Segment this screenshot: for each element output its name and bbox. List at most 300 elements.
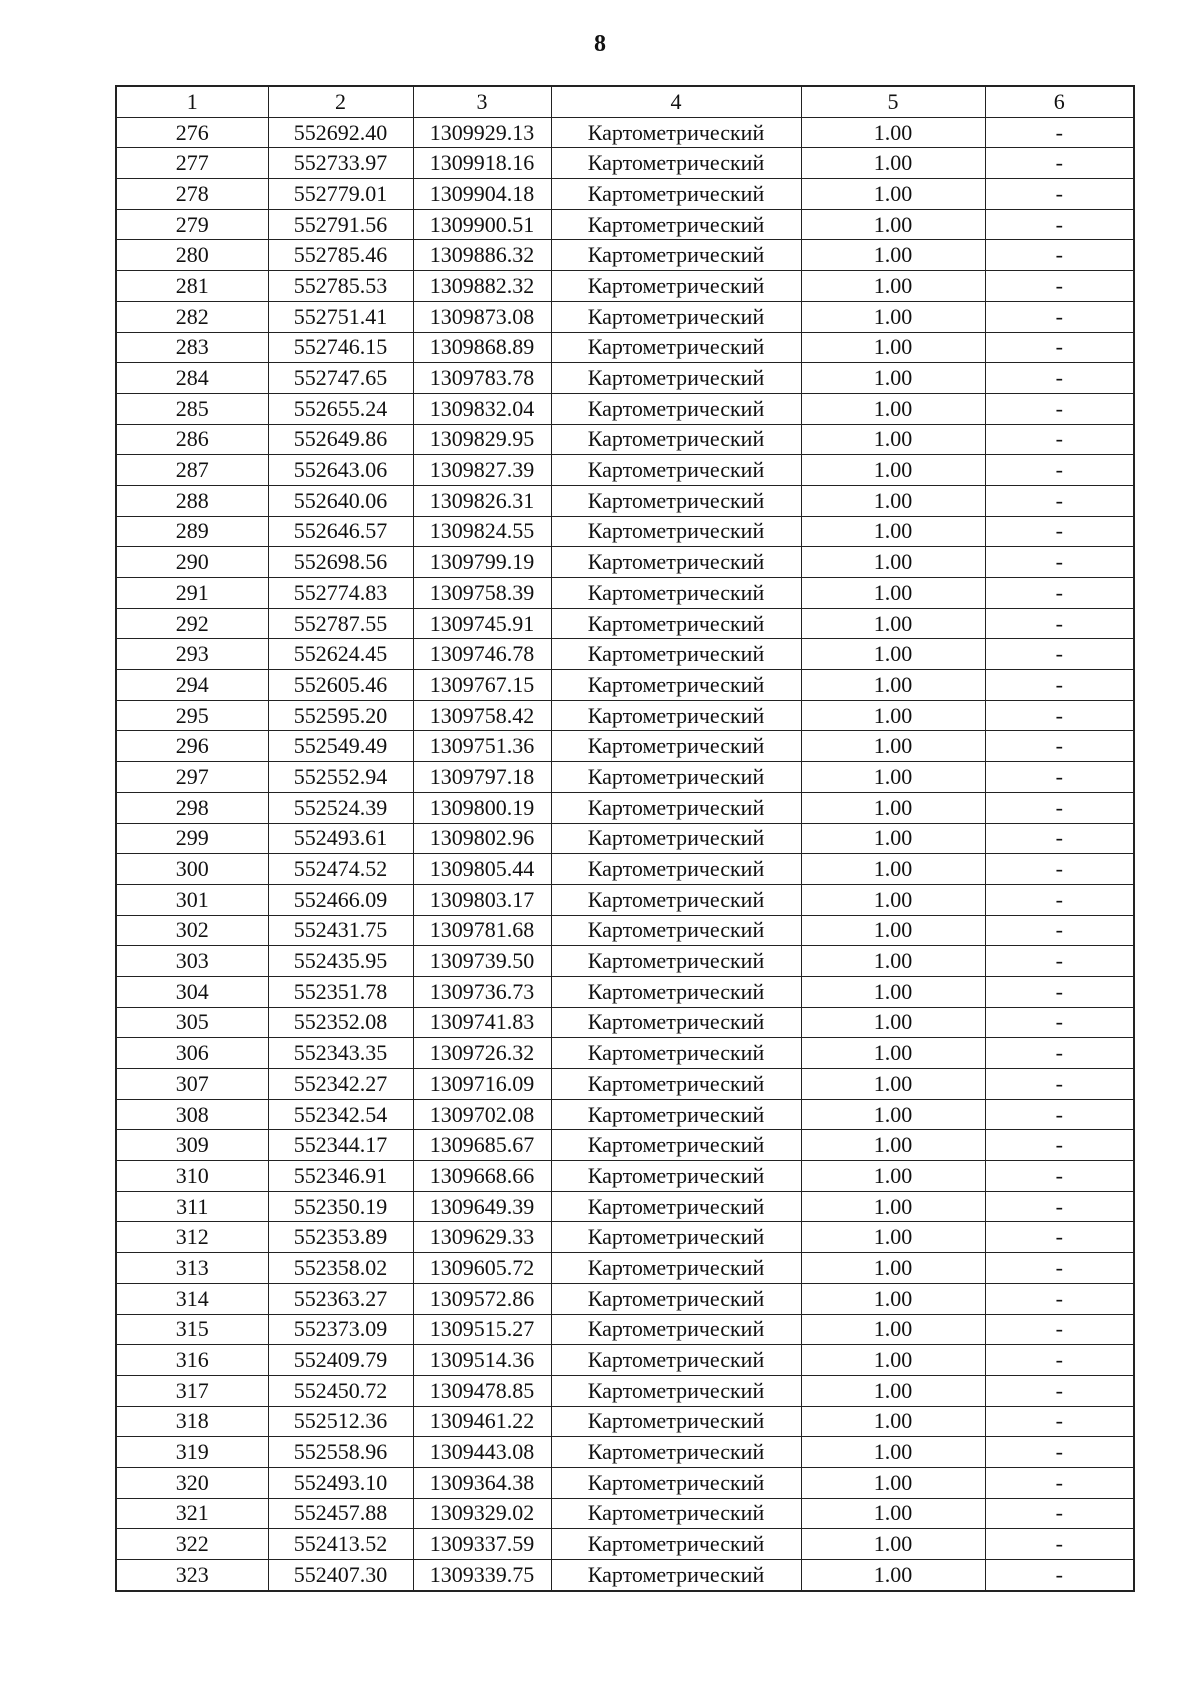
x-coordinate-cell: 552747.65 xyxy=(268,363,413,394)
column-header: 3 xyxy=(413,86,551,117)
y-coordinate-cell: 1309443.08 xyxy=(413,1437,551,1468)
x-coordinate-cell: 552431.75 xyxy=(268,915,413,946)
description-cell: - xyxy=(985,1375,1134,1406)
table-row xyxy=(116,455,1134,486)
method-cell: Картометрический xyxy=(551,271,801,302)
accuracy-cell: 1.00 xyxy=(801,117,985,148)
column-header: 1 xyxy=(116,86,268,117)
point-number-cell: 321 xyxy=(116,1498,268,1529)
x-coordinate-cell: 552552.94 xyxy=(268,762,413,793)
y-coordinate-cell: 1309716.09 xyxy=(413,1069,551,1100)
x-coordinate-cell: 552409.79 xyxy=(268,1345,413,1376)
y-coordinate-cell: 1309751.36 xyxy=(413,731,551,762)
point-number-cell: 320 xyxy=(116,1467,268,1498)
table-row xyxy=(116,1560,1134,1591)
x-coordinate-cell: 552352.08 xyxy=(268,1007,413,1038)
method-cell: Картометрический xyxy=(551,1253,801,1284)
point-number-cell: 319 xyxy=(116,1437,268,1468)
description-cell: - xyxy=(985,1437,1134,1468)
description-cell: - xyxy=(985,1314,1134,1345)
table-row xyxy=(116,1437,1134,1468)
table-row xyxy=(116,1191,1134,1222)
description-cell: - xyxy=(985,1406,1134,1437)
description-cell: - xyxy=(985,1161,1134,1192)
y-coordinate-cell: 1309767.15 xyxy=(413,670,551,701)
x-coordinate-cell: 552343.35 xyxy=(268,1038,413,1069)
table-row xyxy=(116,485,1134,516)
description-cell: - xyxy=(985,148,1134,179)
table-row xyxy=(116,762,1134,793)
description-cell: - xyxy=(985,578,1134,609)
y-coordinate-cell: 1309758.39 xyxy=(413,578,551,609)
x-coordinate-cell: 552655.24 xyxy=(268,393,413,424)
description-cell: - xyxy=(985,179,1134,210)
table-row xyxy=(116,117,1134,148)
y-coordinate-cell: 1309758.42 xyxy=(413,700,551,731)
method-cell: Картометрический xyxy=(551,1529,801,1560)
page-number: 8 xyxy=(594,31,606,57)
point-number-cell: 294 xyxy=(116,670,268,701)
table-row xyxy=(116,1345,1134,1376)
table-row xyxy=(116,424,1134,455)
table-row xyxy=(116,639,1134,670)
method-cell: Картометрический xyxy=(551,700,801,731)
y-coordinate-cell: 1309827.39 xyxy=(413,455,551,486)
x-coordinate-cell: 552350.19 xyxy=(268,1191,413,1222)
table-row xyxy=(116,792,1134,823)
x-coordinate-cell: 552779.01 xyxy=(268,179,413,210)
y-coordinate-cell: 1309337.59 xyxy=(413,1529,551,1560)
x-coordinate-cell: 552512.36 xyxy=(268,1406,413,1437)
description-cell: - xyxy=(985,209,1134,240)
y-coordinate-cell: 1309918.16 xyxy=(413,148,551,179)
y-coordinate-cell: 1309515.27 xyxy=(413,1314,551,1345)
description-cell: - xyxy=(985,1038,1134,1069)
method-cell: Картометрический xyxy=(551,1130,801,1161)
y-coordinate-cell: 1309629.33 xyxy=(413,1222,551,1253)
description-cell: - xyxy=(985,1191,1134,1222)
accuracy-cell: 1.00 xyxy=(801,485,985,516)
point-number-cell: 306 xyxy=(116,1038,268,1069)
y-coordinate-cell: 1309868.89 xyxy=(413,332,551,363)
point-number-cell: 288 xyxy=(116,485,268,516)
description-cell: - xyxy=(985,762,1134,793)
accuracy-cell: 1.00 xyxy=(801,1283,985,1314)
method-cell: Картометрический xyxy=(551,424,801,455)
x-coordinate-cell: 552698.56 xyxy=(268,547,413,578)
method-cell: Картометрический xyxy=(551,148,801,179)
table-row xyxy=(116,301,1134,332)
y-coordinate-cell: 1309745.91 xyxy=(413,608,551,639)
description-cell: - xyxy=(985,547,1134,578)
accuracy-cell: 1.00 xyxy=(801,823,985,854)
method-cell: Картометрический xyxy=(551,792,801,823)
point-number-cell: 278 xyxy=(116,179,268,210)
method-cell: Картометрический xyxy=(551,455,801,486)
description-cell: - xyxy=(985,240,1134,271)
x-coordinate-cell: 552363.27 xyxy=(268,1283,413,1314)
method-cell: Картометрический xyxy=(551,1406,801,1437)
y-coordinate-cell: 1309461.22 xyxy=(413,1406,551,1437)
point-number-cell: 301 xyxy=(116,884,268,915)
method-cell: Картометрический xyxy=(551,608,801,639)
point-number-cell: 276 xyxy=(116,117,268,148)
method-cell: Картометрический xyxy=(551,1191,801,1222)
table-row xyxy=(116,1069,1134,1100)
table-row xyxy=(116,1253,1134,1284)
method-cell: Картометрический xyxy=(551,1069,801,1100)
description-cell: - xyxy=(985,1130,1134,1161)
x-coordinate-cell: 552413.52 xyxy=(268,1529,413,1560)
method-cell: Картометрический xyxy=(551,332,801,363)
description-cell: - xyxy=(985,670,1134,701)
accuracy-cell: 1.00 xyxy=(801,424,985,455)
method-cell: Картометрический xyxy=(551,946,801,977)
accuracy-cell: 1.00 xyxy=(801,240,985,271)
y-coordinate-cell: 1309339.75 xyxy=(413,1560,551,1591)
x-coordinate-cell: 552785.53 xyxy=(268,271,413,302)
table-row xyxy=(116,854,1134,885)
method-cell: Картометрический xyxy=(551,884,801,915)
description-cell: - xyxy=(985,271,1134,302)
accuracy-cell: 1.00 xyxy=(801,884,985,915)
accuracy-cell: 1.00 xyxy=(801,792,985,823)
x-coordinate-cell: 552692.40 xyxy=(268,117,413,148)
method-cell: Картометрический xyxy=(551,915,801,946)
column-header: 6 xyxy=(985,86,1134,117)
table-row xyxy=(116,884,1134,915)
x-coordinate-cell: 552373.09 xyxy=(268,1314,413,1345)
x-coordinate-cell: 552751.41 xyxy=(268,301,413,332)
table-row xyxy=(116,240,1134,271)
point-number-cell: 297 xyxy=(116,762,268,793)
accuracy-cell: 1.00 xyxy=(801,209,985,240)
point-number-cell: 293 xyxy=(116,639,268,670)
table-row xyxy=(116,1161,1134,1192)
description-cell: - xyxy=(985,393,1134,424)
y-coordinate-cell: 1309797.18 xyxy=(413,762,551,793)
accuracy-cell: 1.00 xyxy=(801,393,985,424)
x-coordinate-cell: 552351.78 xyxy=(268,976,413,1007)
method-cell: Картометрический xyxy=(551,976,801,1007)
y-coordinate-cell: 1309826.31 xyxy=(413,485,551,516)
accuracy-cell: 1.00 xyxy=(801,301,985,332)
table-row xyxy=(116,1375,1134,1406)
x-coordinate-cell: 552787.55 xyxy=(268,608,413,639)
point-number-cell: 317 xyxy=(116,1375,268,1406)
x-coordinate-cell: 552640.06 xyxy=(268,485,413,516)
y-coordinate-cell: 1309824.55 xyxy=(413,516,551,547)
description-cell: - xyxy=(985,332,1134,363)
table-row xyxy=(116,1099,1134,1130)
table-row xyxy=(116,731,1134,762)
method-cell: Картометрический xyxy=(551,301,801,332)
method-cell: Картометрический xyxy=(551,240,801,271)
x-coordinate-cell: 552493.61 xyxy=(268,823,413,854)
method-cell: Картометрический xyxy=(551,516,801,547)
point-number-cell: 286 xyxy=(116,424,268,455)
description-cell: - xyxy=(985,455,1134,486)
description-cell: - xyxy=(985,1467,1134,1498)
point-number-cell: 290 xyxy=(116,547,268,578)
table-row xyxy=(116,1406,1134,1437)
description-cell: - xyxy=(985,1069,1134,1100)
description-cell: - xyxy=(985,700,1134,731)
accuracy-cell: 1.00 xyxy=(801,976,985,1007)
y-coordinate-cell: 1309803.17 xyxy=(413,884,551,915)
accuracy-cell: 1.00 xyxy=(801,762,985,793)
accuracy-cell: 1.00 xyxy=(801,1314,985,1345)
method-cell: Картометрический xyxy=(551,393,801,424)
point-number-cell: 305 xyxy=(116,1007,268,1038)
method-cell: Картометрический xyxy=(551,363,801,394)
y-coordinate-cell: 1309900.51 xyxy=(413,209,551,240)
table-row xyxy=(116,393,1134,424)
point-number-cell: 309 xyxy=(116,1130,268,1161)
accuracy-cell: 1.00 xyxy=(801,547,985,578)
accuracy-cell: 1.00 xyxy=(801,1437,985,1468)
accuracy-cell: 1.00 xyxy=(801,854,985,885)
point-number-cell: 277 xyxy=(116,148,268,179)
point-number-cell: 283 xyxy=(116,332,268,363)
method-cell: Картометрический xyxy=(551,117,801,148)
table-row xyxy=(116,547,1134,578)
table-row xyxy=(116,915,1134,946)
x-coordinate-cell: 552450.72 xyxy=(268,1375,413,1406)
table-row xyxy=(116,332,1134,363)
point-number-cell: 307 xyxy=(116,1069,268,1100)
method-cell: Картометрический xyxy=(551,578,801,609)
x-coordinate-cell: 552774.83 xyxy=(268,578,413,609)
accuracy-cell: 1.00 xyxy=(801,1007,985,1038)
description-cell: - xyxy=(985,485,1134,516)
method-cell: Картометрический xyxy=(551,1283,801,1314)
x-coordinate-cell: 552407.30 xyxy=(268,1560,413,1591)
table-row xyxy=(116,700,1134,731)
accuracy-cell: 1.00 xyxy=(801,1498,985,1529)
table-row xyxy=(116,1467,1134,1498)
point-number-cell: 310 xyxy=(116,1161,268,1192)
accuracy-cell: 1.00 xyxy=(801,1345,985,1376)
table-row xyxy=(116,578,1134,609)
method-cell: Картометрический xyxy=(551,762,801,793)
point-number-cell: 280 xyxy=(116,240,268,271)
x-coordinate-cell: 552457.88 xyxy=(268,1498,413,1529)
accuracy-cell: 1.00 xyxy=(801,179,985,210)
x-coordinate-cell: 552474.52 xyxy=(268,854,413,885)
accuracy-cell: 1.00 xyxy=(801,1069,985,1100)
y-coordinate-cell: 1309783.78 xyxy=(413,363,551,394)
column-header: 5 xyxy=(801,86,985,117)
y-coordinate-cell: 1309605.72 xyxy=(413,1253,551,1284)
accuracy-cell: 1.00 xyxy=(801,1467,985,1498)
accuracy-cell: 1.00 xyxy=(801,578,985,609)
point-number-cell: 296 xyxy=(116,731,268,762)
accuracy-cell: 1.00 xyxy=(801,639,985,670)
y-coordinate-cell: 1309736.73 xyxy=(413,976,551,1007)
method-cell: Картометрический xyxy=(551,1437,801,1468)
accuracy-cell: 1.00 xyxy=(801,363,985,394)
y-coordinate-cell: 1309329.02 xyxy=(413,1498,551,1529)
description-cell: - xyxy=(985,301,1134,332)
point-number-cell: 281 xyxy=(116,271,268,302)
y-coordinate-cell: 1309799.19 xyxy=(413,547,551,578)
table-row xyxy=(116,823,1134,854)
column-header: 4 xyxy=(551,86,801,117)
description-cell: - xyxy=(985,854,1134,885)
y-coordinate-cell: 1309882.32 xyxy=(413,271,551,302)
y-coordinate-cell: 1309668.66 xyxy=(413,1161,551,1192)
table-row xyxy=(116,946,1134,977)
table-row xyxy=(116,976,1134,1007)
point-number-cell: 285 xyxy=(116,393,268,424)
accuracy-cell: 1.00 xyxy=(801,455,985,486)
y-coordinate-cell: 1309800.19 xyxy=(413,792,551,823)
point-number-cell: 289 xyxy=(116,516,268,547)
y-coordinate-cell: 1309685.67 xyxy=(413,1130,551,1161)
column-header: 2 xyxy=(268,86,413,117)
accuracy-cell: 1.00 xyxy=(801,1560,985,1591)
method-cell: Картометрический xyxy=(551,1007,801,1038)
x-coordinate-cell: 552493.10 xyxy=(268,1467,413,1498)
method-cell: Картометрический xyxy=(551,1467,801,1498)
y-coordinate-cell: 1309726.32 xyxy=(413,1038,551,1069)
x-coordinate-cell: 552342.54 xyxy=(268,1099,413,1130)
method-cell: Картометрический xyxy=(551,485,801,516)
method-cell: Картометрический xyxy=(551,1560,801,1591)
table-row xyxy=(116,670,1134,701)
accuracy-cell: 1.00 xyxy=(801,915,985,946)
table-row xyxy=(116,1130,1134,1161)
table-row xyxy=(116,1038,1134,1069)
accuracy-cell: 1.00 xyxy=(801,1406,985,1437)
point-number-cell: 311 xyxy=(116,1191,268,1222)
x-coordinate-cell: 552344.17 xyxy=(268,1130,413,1161)
point-number-cell: 287 xyxy=(116,455,268,486)
x-coordinate-cell: 552346.91 xyxy=(268,1161,413,1192)
description-cell: - xyxy=(985,915,1134,946)
point-number-cell: 279 xyxy=(116,209,268,240)
description-cell: - xyxy=(985,731,1134,762)
method-cell: Картометрический xyxy=(551,547,801,578)
y-coordinate-cell: 1309572.86 xyxy=(413,1283,551,1314)
table-row xyxy=(116,209,1134,240)
accuracy-cell: 1.00 xyxy=(801,1099,985,1130)
method-cell: Картометрический xyxy=(551,670,801,701)
y-coordinate-cell: 1309904.18 xyxy=(413,179,551,210)
accuracy-cell: 1.00 xyxy=(801,1191,985,1222)
point-number-cell: 300 xyxy=(116,854,268,885)
description-cell: - xyxy=(985,608,1134,639)
x-coordinate-cell: 552595.20 xyxy=(268,700,413,731)
y-coordinate-cell: 1309739.50 xyxy=(413,946,551,977)
description-cell: - xyxy=(985,639,1134,670)
x-coordinate-cell: 552624.45 xyxy=(268,639,413,670)
table-row xyxy=(116,516,1134,547)
accuracy-cell: 1.00 xyxy=(801,946,985,977)
y-coordinate-cell: 1309873.08 xyxy=(413,301,551,332)
description-cell: - xyxy=(985,1099,1134,1130)
description-cell: - xyxy=(985,976,1134,1007)
y-coordinate-cell: 1309805.44 xyxy=(413,854,551,885)
description-cell: - xyxy=(985,946,1134,977)
description-cell: - xyxy=(985,516,1134,547)
accuracy-cell: 1.00 xyxy=(801,608,985,639)
y-coordinate-cell: 1309746.78 xyxy=(413,639,551,670)
description-cell: - xyxy=(985,1007,1134,1038)
method-cell: Картометрический xyxy=(551,854,801,885)
method-cell: Картометрический xyxy=(551,1038,801,1069)
x-coordinate-cell: 552643.06 xyxy=(268,455,413,486)
table-row xyxy=(116,608,1134,639)
description-cell: - xyxy=(985,1222,1134,1253)
y-coordinate-cell: 1309364.38 xyxy=(413,1467,551,1498)
y-coordinate-cell: 1309829.95 xyxy=(413,424,551,455)
x-coordinate-cell: 552524.39 xyxy=(268,792,413,823)
x-coordinate-cell: 552646.57 xyxy=(268,516,413,547)
method-cell: Картометрический xyxy=(551,209,801,240)
point-number-cell: 291 xyxy=(116,578,268,609)
point-number-cell: 292 xyxy=(116,608,268,639)
table-row xyxy=(116,179,1134,210)
description-cell: - xyxy=(985,363,1134,394)
accuracy-cell: 1.00 xyxy=(801,148,985,179)
x-coordinate-cell: 552549.49 xyxy=(268,731,413,762)
point-number-cell: 295 xyxy=(116,700,268,731)
y-coordinate-cell: 1309514.36 xyxy=(413,1345,551,1376)
point-number-cell: 316 xyxy=(116,1345,268,1376)
point-number-cell: 308 xyxy=(116,1099,268,1130)
method-cell: Картометрический xyxy=(551,639,801,670)
y-coordinate-cell: 1309741.83 xyxy=(413,1007,551,1038)
method-cell: Картометрический xyxy=(551,1375,801,1406)
table-row xyxy=(116,1007,1134,1038)
accuracy-cell: 1.00 xyxy=(801,1038,985,1069)
method-cell: Картометрический xyxy=(551,1099,801,1130)
method-cell: Картометрический xyxy=(551,731,801,762)
table-header-row xyxy=(116,86,1134,117)
point-number-cell: 302 xyxy=(116,915,268,946)
description-cell: - xyxy=(985,1529,1134,1560)
description-cell: - xyxy=(985,117,1134,148)
x-coordinate-cell: 552358.02 xyxy=(268,1253,413,1284)
description-cell: - xyxy=(985,792,1134,823)
point-number-cell: 282 xyxy=(116,301,268,332)
y-coordinate-cell: 1309781.68 xyxy=(413,915,551,946)
description-cell: - xyxy=(985,1253,1134,1284)
point-number-cell: 323 xyxy=(116,1560,268,1591)
y-coordinate-cell: 1309886.32 xyxy=(413,240,551,271)
y-coordinate-cell: 1309702.08 xyxy=(413,1099,551,1130)
x-coordinate-cell: 552342.27 xyxy=(268,1069,413,1100)
coordinates-table xyxy=(115,85,1135,1592)
point-number-cell: 304 xyxy=(116,976,268,1007)
accuracy-cell: 1.00 xyxy=(801,1529,985,1560)
point-number-cell: 318 xyxy=(116,1406,268,1437)
table-row xyxy=(116,148,1134,179)
table-row xyxy=(116,271,1134,302)
accuracy-cell: 1.00 xyxy=(801,1161,985,1192)
accuracy-cell: 1.00 xyxy=(801,731,985,762)
point-number-cell: 298 xyxy=(116,792,268,823)
method-cell: Картометрический xyxy=(551,1345,801,1376)
description-cell: - xyxy=(985,1283,1134,1314)
table-row xyxy=(116,1529,1134,1560)
table-row xyxy=(116,1498,1134,1529)
accuracy-cell: 1.00 xyxy=(801,1375,985,1406)
description-cell: - xyxy=(985,1560,1134,1591)
point-number-cell: 322 xyxy=(116,1529,268,1560)
